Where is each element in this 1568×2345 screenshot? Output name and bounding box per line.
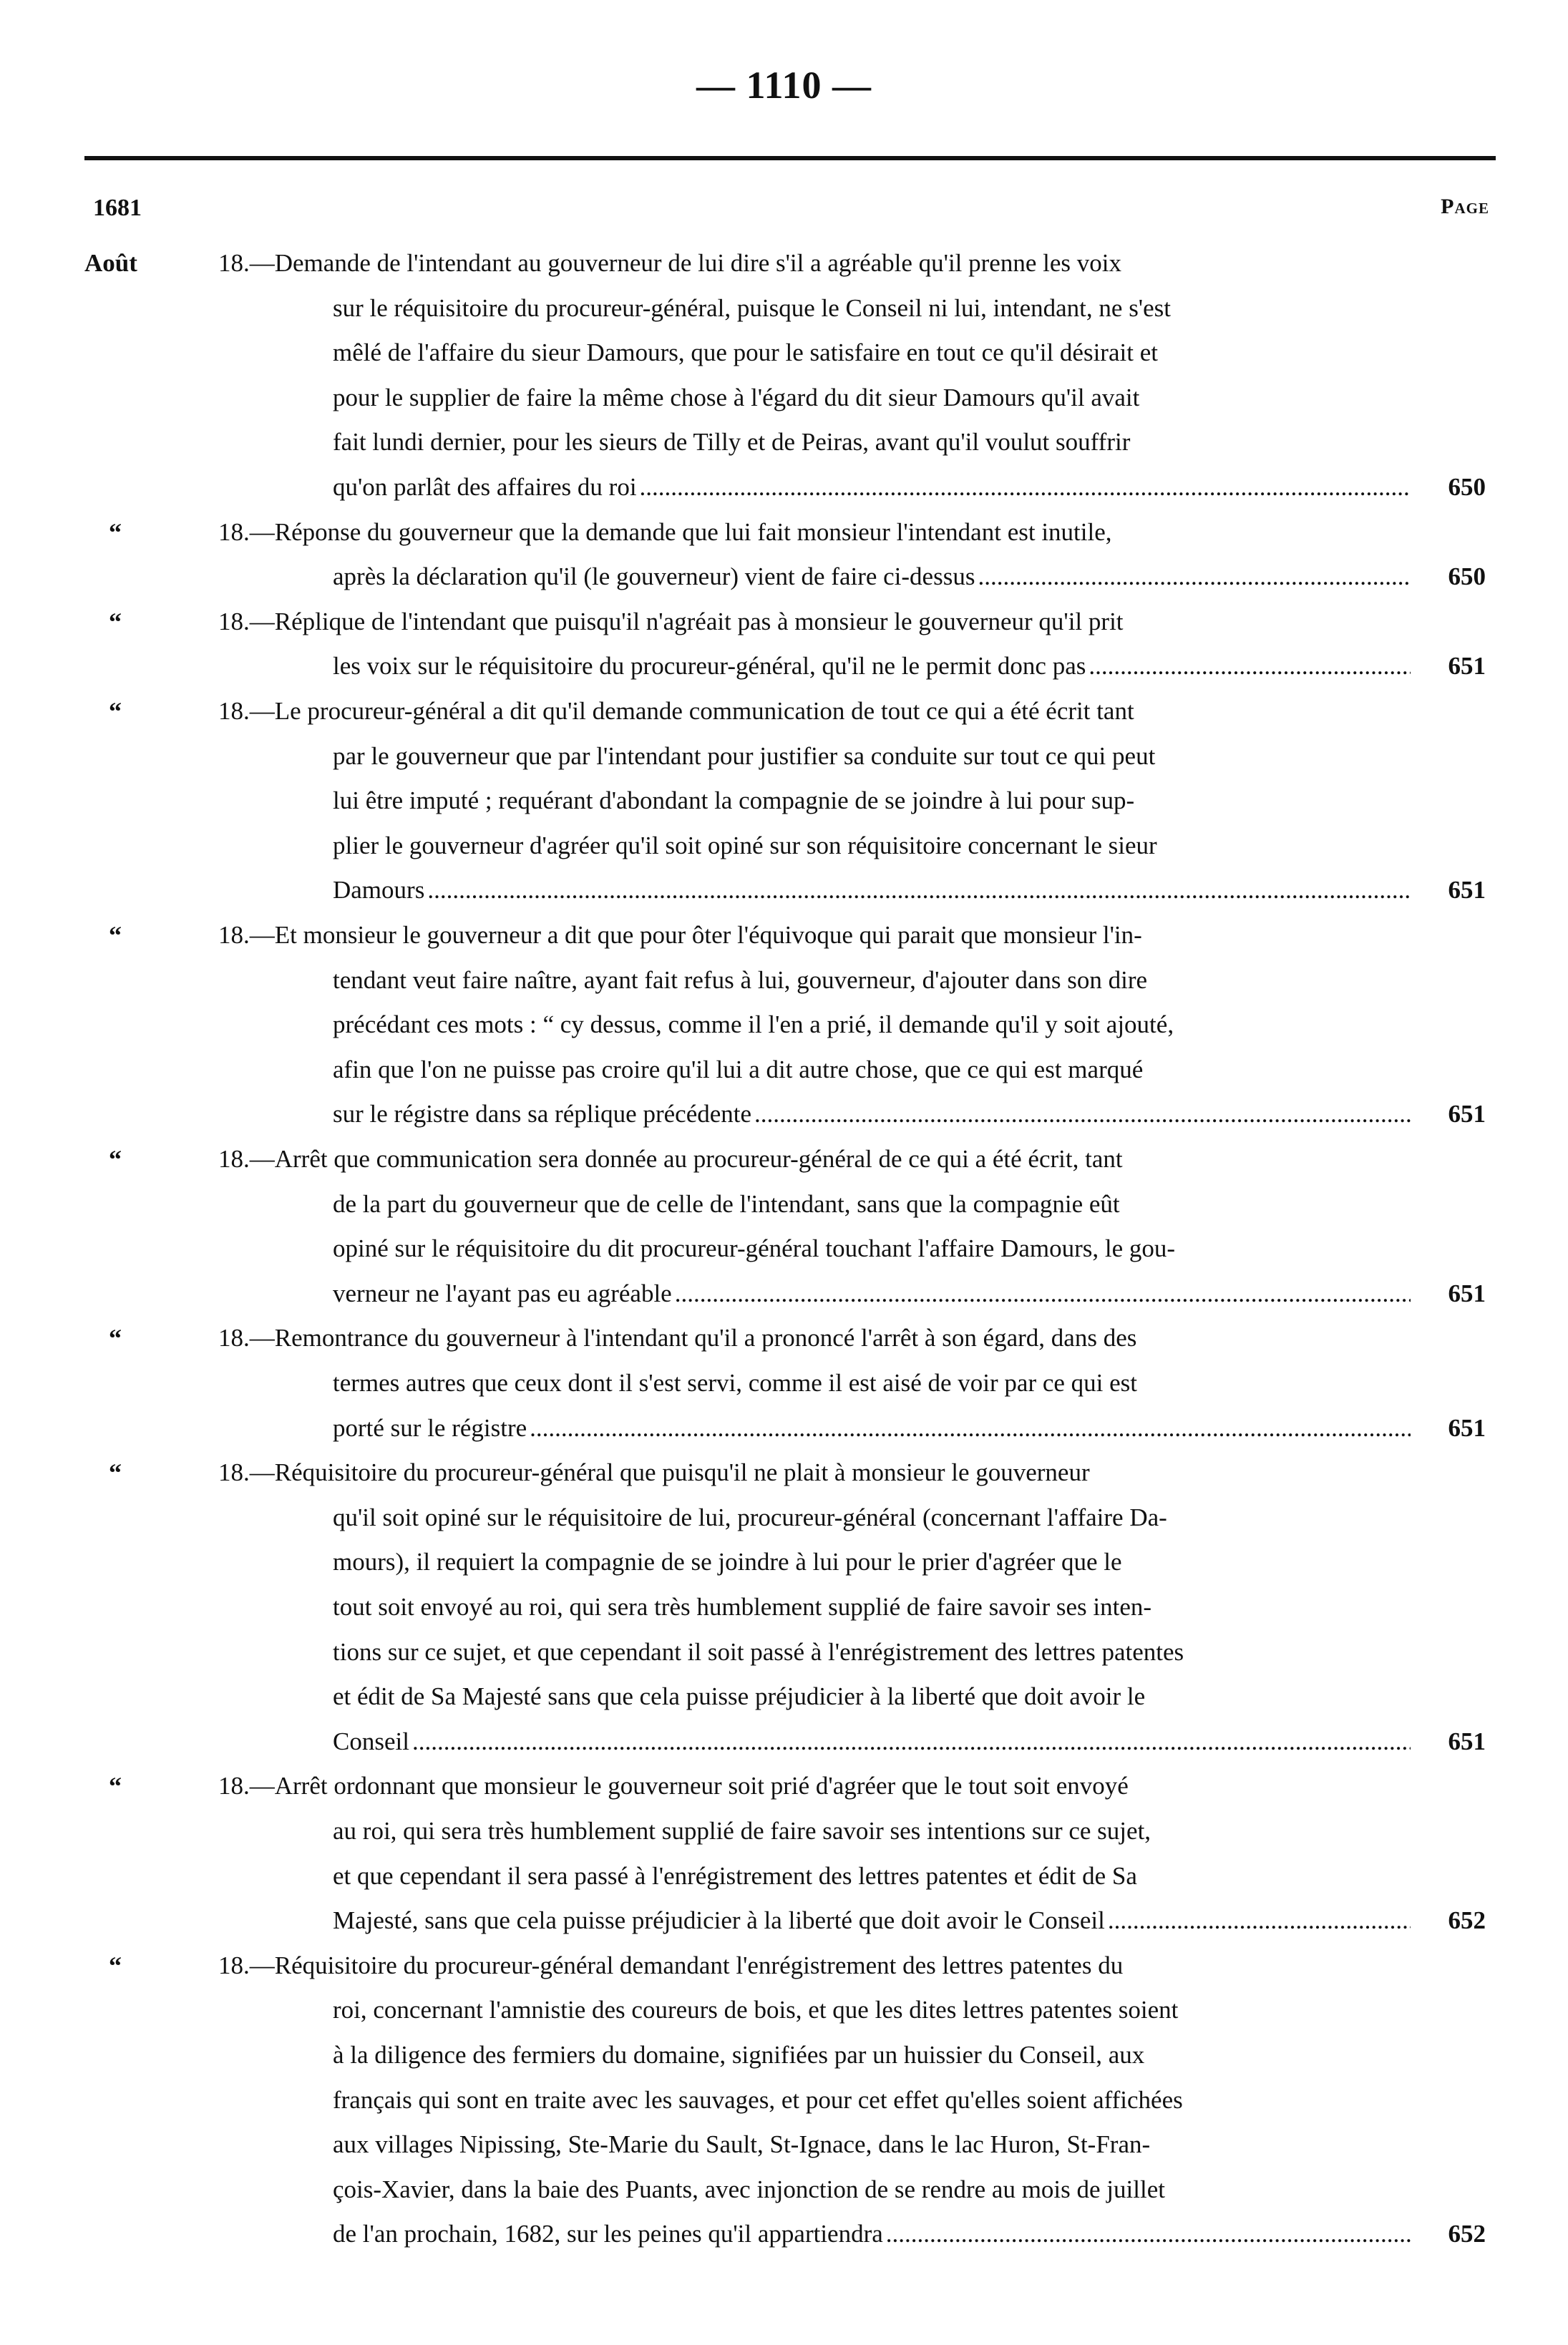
entry-line: 18.—Réquisitoire du procureur-général demandant l'enrégistrement des lettres patentes du: [218, 1951, 1124, 1979]
entry-page-ref: 651: [1448, 652, 1486, 681]
entry-page-ref: 652: [1448, 2220, 1486, 2248]
entry-text: [218, 241, 1415, 510]
dot-leader: [886, 2212, 1411, 2257]
entry-ditto-mark: “: [109, 607, 122, 636]
entry-line: 18.—Arrêt que communication sera donnée au procureur-général de ce qui a été écrit, tant: [218, 1145, 1123, 1173]
dot-leader: [1089, 644, 1411, 689]
entry-line: pour le supplier de faire la même chose à l'égard du dit sieur Damours qu'il avait: [333, 383, 1140, 411]
entry-line: [218, 465, 1415, 510]
entry-page-ref: 651: [1448, 1727, 1486, 1755]
entry-line-text: Damours: [333, 876, 425, 905]
entry-ditto-mark: “: [109, 1772, 122, 1801]
entry-line: mours), il requiert la compagnie de se joindre à lui pour le prier d'agréer que le: [333, 1548, 1122, 1576]
entry-page-ref: 651: [1448, 1413, 1486, 1442]
entry-line: [218, 1898, 1415, 1944]
entry-line: 18.—Demande de l'intendant au gouverneur de lui dire s'il a agréable qu'il prenne les voix: [218, 249, 1121, 277]
entry-line: [218, 555, 1415, 600]
entry: [0, 913, 1568, 1137]
entry-line: à la diligence des fermiers du domaine, signifiées par un huissier du Conseil, aux: [333, 2040, 1145, 2069]
dot-leader: [530, 1406, 1411, 1451]
entry-line: opiné sur le réquisitoire du dit procureur-général touchant l'affaire Damours, le gou-: [333, 1234, 1176, 1263]
entry-line: lui être imputé ; requérant d'abondant la compagnie de se joindre à lui pour sup-: [333, 786, 1135, 815]
dot-leader: [978, 555, 1411, 600]
entry-line: [218, 1406, 1415, 1451]
entry-page-ref: 651: [1448, 876, 1486, 905]
entry-line-text: les voix sur le réquisitoire du procureur-général, qu'il ne le permit donc pas: [333, 652, 1086, 681]
entry-line: mêlé de l'affaire du sieur Damours, que pour le satisfaire en tout ce qu'il désirait et: [333, 338, 1158, 367]
entry-ditto-mark: “: [109, 921, 122, 950]
dot-leader: [675, 1272, 1411, 1317]
entry: [0, 510, 1568, 600]
entry-line: [218, 1720, 1415, 1765]
entry-page-ref: 652: [1448, 1906, 1486, 1935]
entry-text: [218, 1137, 1415, 1316]
entry: [0, 1451, 1568, 1764]
entry-month: Août: [84, 249, 137, 277]
entry-line: sur le réquisitoire du procureur-général, puisque le Conseil ni lui, intendant, ne s'est: [333, 293, 1171, 322]
entry-line: 18.—Réponse du gouverneur que la demande que lui fait monsieur l'intendant est inutile,: [218, 517, 1112, 546]
entry-line: de la part du gouverneur que de celle de l'intendant, sans que la compagnie eût: [333, 1189, 1120, 1218]
entry-line-text: après la déclaration qu'il (le gouverneur) vient de faire ci-dessus: [333, 562, 975, 591]
entry-page-ref: 651: [1448, 1100, 1486, 1128]
entry-ditto-mark: “: [109, 1145, 122, 1174]
entry: [0, 241, 1568, 510]
entry-line: au roi, qui sera très humblement supplié de faire savoir ses intentions sur ce sujet,: [333, 1816, 1151, 1845]
entry-text: [218, 1764, 1415, 1943]
entry-line: [218, 2212, 1415, 2257]
entry-text: [218, 689, 1415, 913]
entry-line: fait lundi dernier, pour les sieurs de Tilly et de Peiras, avant qu'il voulut souffrir: [333, 428, 1131, 457]
entry: [0, 689, 1568, 913]
entry-line: français qui sont en traite avec les sauvages, et pour cet effet qu'elles soient affichées: [333, 2085, 1183, 2114]
dot-leader: [1108, 1898, 1411, 1944]
dot-leader: [640, 465, 1411, 510]
page-number: — 1110 —: [696, 64, 872, 107]
entry: [0, 1764, 1568, 1943]
entry-line: 18.—Arrêt ordonnant que monsieur le gouverneur soit prié d'agréer que le tout soit envoyé: [218, 1772, 1129, 1800]
entry-line: çois-Xavier, dans la baie des Puants, avec injonction de se rendre au mois de juillet: [333, 2175, 1165, 2203]
entry-ditto-mark: “: [109, 1951, 122, 1980]
entry-text: [218, 600, 1415, 689]
entry: [0, 1316, 1568, 1451]
entry-line: et que cependant il sera passé à l'enrégistrement des lettres patentes et édit de Sa: [333, 1861, 1137, 1890]
entry-line: tions sur ce sujet, et que cependant il soit passé à l'enrégistrement des lettres patentes: [333, 1637, 1184, 1666]
entry-line: termes autres que ceux dont il s'est servi, comme il est aisé de voir par ce qui est: [333, 1368, 1138, 1397]
entry-line: [218, 644, 1415, 689]
header-rule: [84, 156, 1496, 160]
page-column-heading: Page: [1441, 195, 1489, 218]
entry-line-text: sur le régistre dans sa réplique précédente: [333, 1100, 752, 1128]
entry-line-text: porté sur le régistre: [333, 1413, 527, 1442]
entry-line-text: de l'an prochain, 1682, sur les peines qu'il appartiendra: [333, 2220, 883, 2248]
entry: [0, 1137, 1568, 1316]
entry-line-text: Conseil: [333, 1727, 409, 1755]
entry: [0, 600, 1568, 689]
entry-line: aux villages Nipissing, Ste-Marie du Sault, St-Ignace, dans le lac Huron, St-Fran-: [333, 2130, 1151, 2159]
entry-text: [218, 1316, 1415, 1451]
entry-text: [218, 913, 1415, 1137]
entry-line-text: qu'on parlât des affaires du roi: [333, 472, 637, 501]
entry-ditto-mark: “: [109, 1324, 122, 1353]
entry-line: 18.—Réplique de l'intendant que puisqu'il n'agréait pas à monsieur le gouverneur qu'il prit: [218, 607, 1124, 635]
entry-line: 18.—Réquisitoire du procureur-général que puisqu'il ne plait à monsieur le gouverneur: [218, 1458, 1090, 1487]
entry-line: [218, 1272, 1415, 1317]
entry: [0, 1944, 1568, 2257]
dot-leader: [754, 1092, 1411, 1137]
entry-line: tendant veut faire naître, ayant fait refus à lui, gouverneur, d'ajouter dans son dire: [333, 965, 1148, 994]
entry-page-ref: 650: [1448, 562, 1486, 591]
entry-line: 18.—Le procureur-général a dit qu'il demande communication de tout ce qui a été écrit tant: [218, 697, 1134, 725]
entry-line: [218, 868, 1415, 913]
entry-line: tout soit envoyé au roi, qui sera très humblement supplié de faire savoir ses inten-: [333, 1592, 1152, 1621]
entry-page-ref: 650: [1448, 473, 1486, 501]
entry-line: afin que l'on ne puisse pas croire qu'il lui a dit autre chose, que ce qui est marqué: [333, 1055, 1144, 1083]
entry-line: qu'il soit opiné sur le réquisitoire de lui, procureur-général (concernant l'affaire Da-: [333, 1503, 1167, 1531]
entry-page-ref: 651: [1448, 1279, 1486, 1307]
year-heading: 1681: [93, 195, 142, 221]
dot-leader: [427, 868, 1411, 913]
entry-line: précédant ces mots : “ cy dessus, comme il l'en a prié, il demande qu'il y soit ajouté,: [333, 1010, 1174, 1039]
entry-line-text: verneur ne l'ayant pas eu agréable: [333, 1279, 672, 1307]
entry-ditto-mark: “: [109, 1458, 122, 1488]
entry-line: [218, 1092, 1415, 1137]
entry-line: par le gouverneur que par l'intendant pour justifier sa conduite sur tout ce qui peut: [333, 741, 1156, 770]
entry-line: 18.—Et monsieur le gouverneur a dit que pour ôter l'équivoque qui parait que monsieur l'in-: [218, 921, 1142, 949]
entry-text: [218, 1944, 1415, 2257]
entry-text: [218, 1451, 1415, 1764]
dot-leader: [412, 1720, 1411, 1765]
entry-ditto-mark: “: [109, 697, 122, 726]
entry-line: et édit de Sa Majesté sans que cela puisse préjudicier à la liberté que doit avoir le: [333, 1682, 1146, 1711]
entry-text: [218, 510, 1415, 600]
entry-ditto-mark: “: [109, 517, 122, 547]
entry-line: roi, concernant l'amnistie des coureurs de bois, et que les dites lettres patentes soient: [333, 1996, 1179, 2024]
entry-line-text: Majesté, sans que cela puisse préjudicier à la liberté que doit avoir le Conseil: [333, 1906, 1105, 1935]
entry-line: 18.—Remontrance du gouverneur à l'intendant qu'il a prononcé l'arrêt à son égard, dans des: [218, 1324, 1137, 1352]
entry-line: plier le gouverneur d'agréer qu'il soit opiné sur son réquisitoire concernant le sieur: [333, 831, 1157, 859]
